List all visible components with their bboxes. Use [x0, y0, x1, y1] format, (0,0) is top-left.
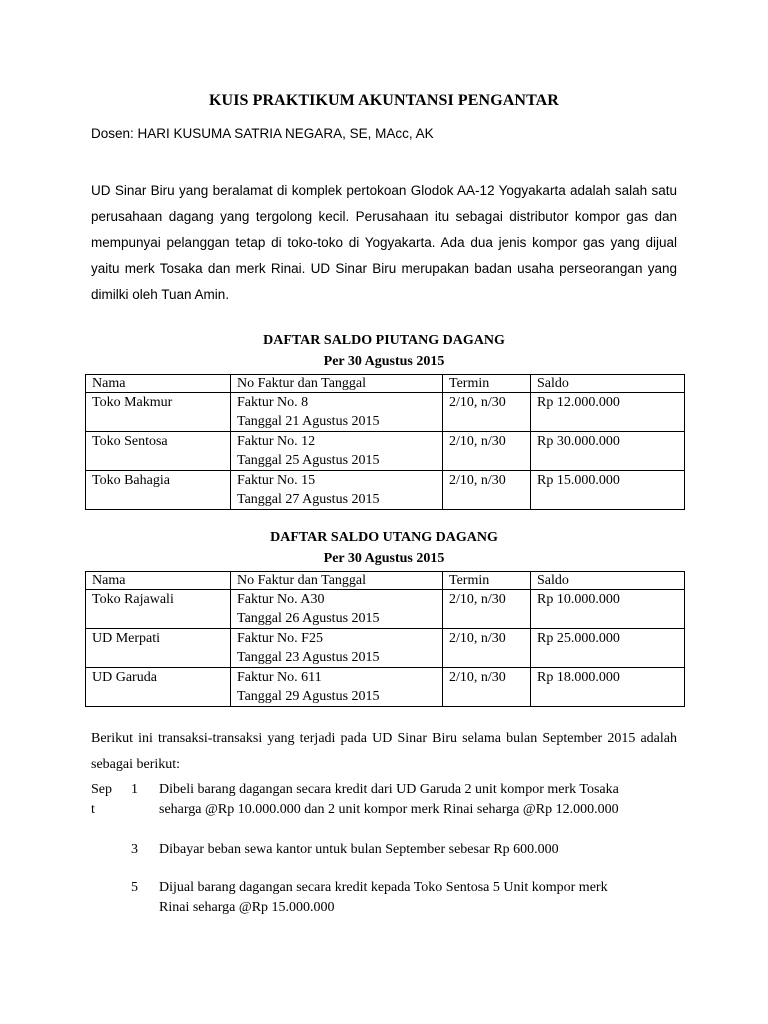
cell-name: Toko Bahagia	[86, 471, 231, 510]
invoice-number: Faktur No. 15	[237, 473, 316, 488]
invoice-date: Tanggal 25 Agustus 2015	[237, 453, 380, 468]
transaction-description	[159, 878, 679, 918]
month-line-2: t	[91, 802, 95, 817]
transaction-day: 5	[131, 880, 138, 895]
cell-balance: Rp 18.000.000	[531, 668, 685, 707]
cell-name: UD Merpati	[86, 629, 231, 668]
cell-terms: 2/10, n/30	[443, 590, 531, 629]
transaction-item	[91, 780, 691, 820]
description-line-1: Dijual barang dagangan secara kredit kepada Toko Sentosa 5 Unit kompor merk	[159, 880, 608, 895]
cell-invoice	[231, 668, 443, 707]
cell-balance: Rp 30.000.000	[531, 432, 685, 471]
cell-balance: Rp 15.000.000	[531, 471, 685, 510]
col-header-invoice: No Faktur dan Tanggal	[231, 375, 443, 393]
cell-name: Toko Sentosa	[86, 432, 231, 471]
transaction-item	[91, 840, 691, 860]
receivables-title: DAFTAR SALDO PIUTANG DAGANG	[263, 333, 505, 348]
invoice-date: Tanggal 23 Agustus 2015	[237, 650, 380, 665]
cell-balance: Rp 12.000.000	[531, 393, 685, 432]
cell-name: Toko Makmur	[86, 393, 231, 432]
cell-terms: 2/10, n/30	[443, 393, 531, 432]
cell-invoice	[231, 393, 443, 432]
invoice-date: Tanggal 29 Agustus 2015	[237, 689, 380, 704]
transaction-item	[91, 878, 691, 918]
table-row	[86, 668, 685, 707]
invoice-date: Tanggal 27 Agustus 2015	[237, 492, 380, 507]
col-header-balance: Saldo	[531, 375, 685, 393]
description-line-1: Dibayar beban sewa kantor untuk bulan September sebesar Rp 600.000	[159, 842, 559, 857]
table-row	[86, 590, 685, 629]
col-header-terms: Termin	[443, 375, 531, 393]
col-header-name: Nama	[86, 375, 231, 393]
cell-terms: 2/10, n/30	[443, 471, 531, 510]
cell-name: Toko Rajawali	[86, 590, 231, 629]
cell-terms: 2/10, n/30	[443, 432, 531, 471]
invoice-number: Faktur No. 8	[237, 395, 309, 410]
month-line-1: Sep	[91, 782, 112, 797]
receivables-table	[85, 374, 685, 510]
payables-subtitle: Per 30 Agustus 2015	[323, 551, 445, 566]
intro-paragraph	[91, 178, 677, 308]
document-title: KUIS PRAKTIKUM AKUNTANSI PENGANTAR	[209, 92, 559, 109]
transaction-description	[159, 840, 679, 860]
table-header-row	[86, 375, 685, 393]
invoice-number: Faktur No. 611	[237, 670, 322, 685]
cell-terms: 2/10, n/30	[443, 629, 531, 668]
col-header-invoice: No Faktur dan Tanggal	[231, 572, 443, 590]
transaction-description	[159, 780, 679, 820]
cell-balance: Rp 10.000.000	[531, 590, 685, 629]
invoice-date: Tanggal 21 Agustus 2015	[237, 414, 380, 429]
table-header-row	[86, 572, 685, 590]
lecturer-line: Dosen: HARI KUSUMA SATRIA NEGARA, SE, MAcc, AK	[91, 126, 434, 141]
col-header-balance: Saldo	[531, 572, 685, 590]
invoice-date: Tanggal 26 Agustus 2015	[237, 611, 380, 626]
payables-title: DAFTAR SALDO UTANG DAGANG	[270, 530, 498, 545]
receivables-subtitle: Per 30 Agustus 2015	[323, 354, 445, 369]
table-row	[86, 629, 685, 668]
cell-invoice	[231, 471, 443, 510]
intro-text: UD Sinar Biru yang beralamat di komplek pertokoan Glodok AA-12 Yogyakarta adalah salah satu perusahaan dagang yang tergolong kecil. Perusahaan itu sebagai distributor kompor gas dan mempunyai pelanggan tetap di toko-toko di Yogyakarta. Ada dua jenis kompor gas yang dijual yaitu merk Tosaka dan merk Rinai. UD Sinar Biru merupakan badan usaha perseorangan yang dimilki oleh Tuan Amin.	[91, 183, 677, 302]
table-row	[86, 432, 685, 471]
cell-invoice	[231, 432, 443, 471]
description-line-1: Dibeli barang dagangan secara kredit dari UD Garuda 2 unit kompor merk Tosaka	[159, 782, 619, 797]
invoice-number: Faktur No. F25	[237, 631, 323, 646]
cell-balance: Rp 25.000.000	[531, 629, 685, 668]
col-header-name: Nama	[86, 572, 231, 590]
invoice-number: Faktur No. A30	[237, 592, 325, 607]
payables-table	[85, 571, 685, 707]
invoice-number: Faktur No. 12	[237, 434, 316, 449]
cell-invoice	[231, 629, 443, 668]
transaction-day: 1	[131, 782, 138, 797]
description-line-2: seharga @Rp 10.000.000 dan 2 unit kompor merk Rinai seharga @Rp 12.000.000	[159, 802, 619, 817]
table-row	[86, 393, 685, 432]
cell-name: UD Garuda	[86, 668, 231, 707]
cell-terms: 2/10, n/30	[443, 668, 531, 707]
cell-invoice	[231, 590, 443, 629]
transactions-intro: Berikut ini transaksi-transaksi yang terjadi pada UD Sinar Biru selama bulan September 2015 adalah sebagai berikut:	[91, 731, 677, 772]
transaction-day: 3	[131, 842, 138, 857]
description-line-2: Rinai seharga @Rp 15.000.000	[159, 900, 335, 915]
table-row	[86, 471, 685, 510]
col-header-terms: Termin	[443, 572, 531, 590]
transaction-month	[91, 780, 121, 820]
